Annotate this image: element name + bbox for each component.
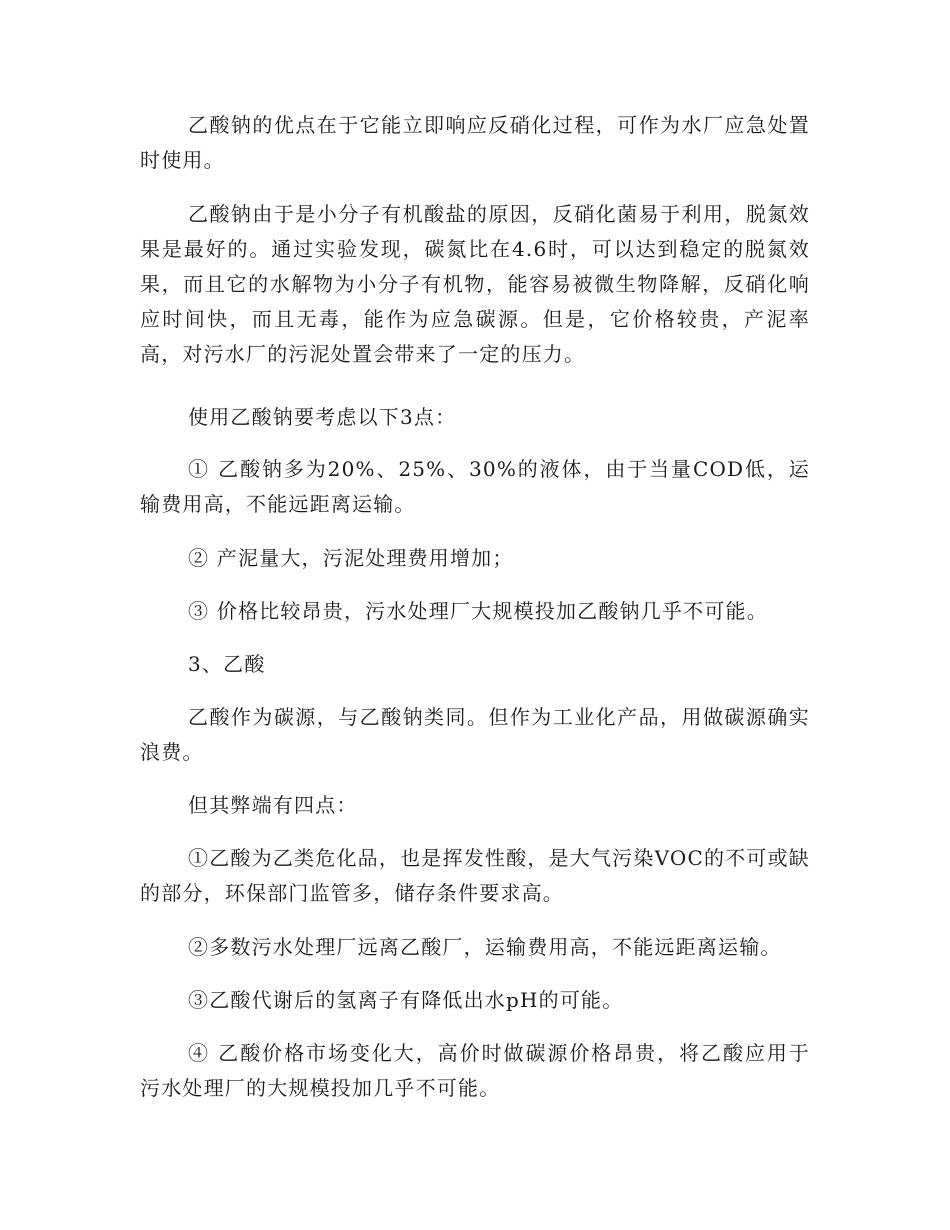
paragraph-11: ③乙酸代谢后的氢离子有降低出水pH的可能。 xyxy=(188,988,624,1012)
paragraph-12: ④ 乙酸价格市场变化大，高价时做碳源价格昂贵，将乙酸应用于污水处理厂的大规模投加几乎不可能。 xyxy=(140,1041,810,1100)
paragraph-7: 乙酸作为碳源，与乙酸钠类同。但作为工业化产品，用做碳源确实浪费。 xyxy=(140,705,810,764)
paragraph-2: 乙酸钠由于是小分子有机酸盐的原因，反硝化菌易于利用，脱氮效果是最好的。通过实验发现，碳氮比在4.6时，可以达到稳定的脱氮效果，而且它的水解物为小分子有机物，能容易被微生物降解，反硝化响应时间快，而且无毒，能作为应急碳源。但是，它价格较贵，产泥率高，对污水厂的污泥处置会带来了一定的压力。 xyxy=(140,202,810,366)
paragraph-4: ① 乙酸钠多为20%、25%、30%的液体，由于当量COD低，运输费用高，不能远距离运输。 xyxy=(140,457,810,516)
paragraph-5: ② 产泥量大，污泥处理费用增加； xyxy=(188,546,514,570)
paragraph-3: 使用乙酸钠要考虑以下3点： xyxy=(188,405,457,429)
paragraph-10: ②多数污水处理厂远离乙酸厂，运输费用高，不能远距离运输。 xyxy=(188,935,782,959)
paragraph-1: 乙酸钠的优点在于它能立即响应反硝化过程，可作为水厂应急处置时使用。 xyxy=(140,113,810,172)
paragraph-6: ③ 价格比较昂贵，污水处理厂大规模投加乙酸钠几乎不可能。 xyxy=(188,599,768,623)
paragraph-8: 但其弊端有四点： xyxy=(188,793,358,817)
paragraph-9: ①乙酸为乙类危化品，也是挥发性酸，是大气污染VOC的不可或缺的部分，环保部门监管多，储存条件要求高。 xyxy=(140,846,810,905)
section-heading: 3、乙酸 xyxy=(188,652,266,676)
